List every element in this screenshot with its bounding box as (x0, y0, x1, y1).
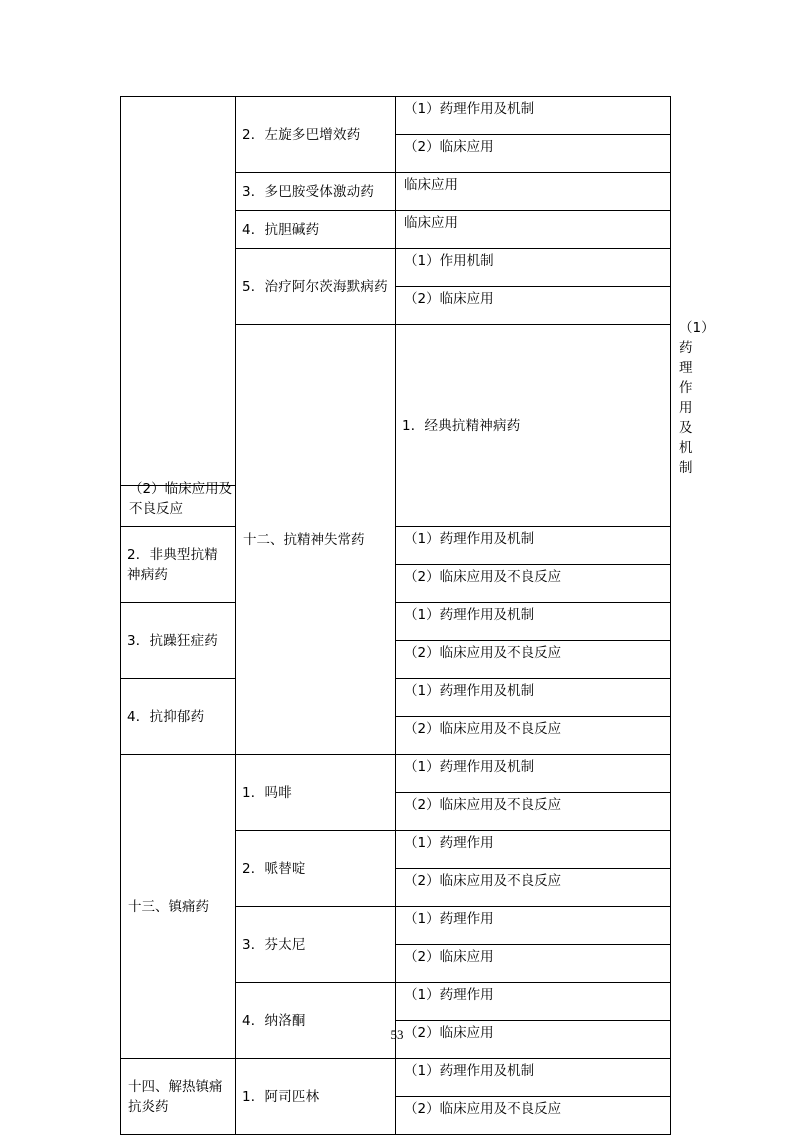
content-cell: （2）临床应用及不良反应 (121, 486, 236, 527)
content-cell: 临床应用 (396, 211, 671, 249)
content-cell: （1）药理作用 (396, 831, 671, 869)
table-row (121, 527, 671, 565)
drug-class-cell: 2．哌替啶 (236, 831, 396, 907)
content-cell: （1）作用机制 (396, 249, 671, 287)
content-cell: （2）临床应用 (396, 287, 671, 325)
content-cell: （2）临床应用及不良反应 (396, 1097, 671, 1135)
category-cell: 十四、解热镇痛抗炎药 (121, 1059, 236, 1135)
content-cell: （2）临床应用 (396, 1021, 671, 1059)
drug-class-cell: 1．阿司匹林 (236, 1059, 396, 1135)
category-cell: 十三、镇痛药 (121, 755, 236, 1059)
content-cell: （1）药理作用及机制 (396, 1059, 671, 1097)
content-cell: （2）临床应用及不良反应 (396, 565, 671, 603)
content-cell: （1）药理作用及机制 (396, 679, 671, 717)
content-cell: 临床应用 (396, 173, 671, 211)
content-cell: （2）临床应用 (396, 945, 671, 983)
category-cell (121, 97, 236, 486)
drug-class-cell: 1．经典抗精神病药 (396, 325, 671, 527)
drug-class-cell: 3．多巴胺受体激动药 (236, 173, 396, 211)
content-cell: （2）临床应用 (396, 135, 671, 173)
syllabus-table (120, 96, 715, 1135)
content-cell: （1）药理作用 (396, 983, 671, 1021)
content-cell: （1）药理作用及机制 (396, 97, 671, 135)
content-cell: （2）临床应用及不良反应 (396, 869, 671, 907)
table-row (121, 603, 671, 641)
table-row (121, 97, 671, 135)
table-row (121, 679, 671, 717)
drug-class-cell: 5．治疗阿尔茨海默病药 (236, 249, 396, 325)
table-row (121, 755, 671, 793)
content-cell: （1）药理作用及机制 (396, 755, 671, 793)
drug-class-cell: 3．抗躁狂症药 (121, 603, 236, 679)
content-cell: （1）药理作用及机制 (396, 527, 671, 565)
drug-class-cell: 2．左旋多巴增效药 (236, 97, 396, 173)
drug-class-cell: 4．抗抑郁药 (121, 679, 236, 755)
category-cell: 十二、抗精神失常药 (236, 325, 396, 755)
content-cell: （1）药理作用 (396, 907, 671, 945)
drug-class-cell: 4．抗胆碱药 (236, 211, 396, 249)
table-row: 十二、抗精神失常药 1．经典抗精神病药 （1）药理作用及机制 (121, 325, 671, 486)
drug-class-cell: 1．吗啡 (236, 755, 396, 831)
drug-class-cell: 4．纳洛酮 (236, 983, 396, 1059)
table-row (121, 1059, 671, 1097)
drug-class-cell: 3．芬太尼 (236, 907, 396, 983)
content-cell: （2）临床应用及不良反应 (396, 717, 671, 755)
page-number: 53 (390, 1027, 404, 1042)
content-cell: （2）临床应用及不良反应 (396, 641, 671, 679)
content-cell: （1）药理作用及机制 (396, 603, 671, 641)
drug-class-cell: 2．非典型抗精神病药 (121, 527, 236, 603)
content-cell: （2）临床应用及不良反应 (396, 793, 671, 831)
